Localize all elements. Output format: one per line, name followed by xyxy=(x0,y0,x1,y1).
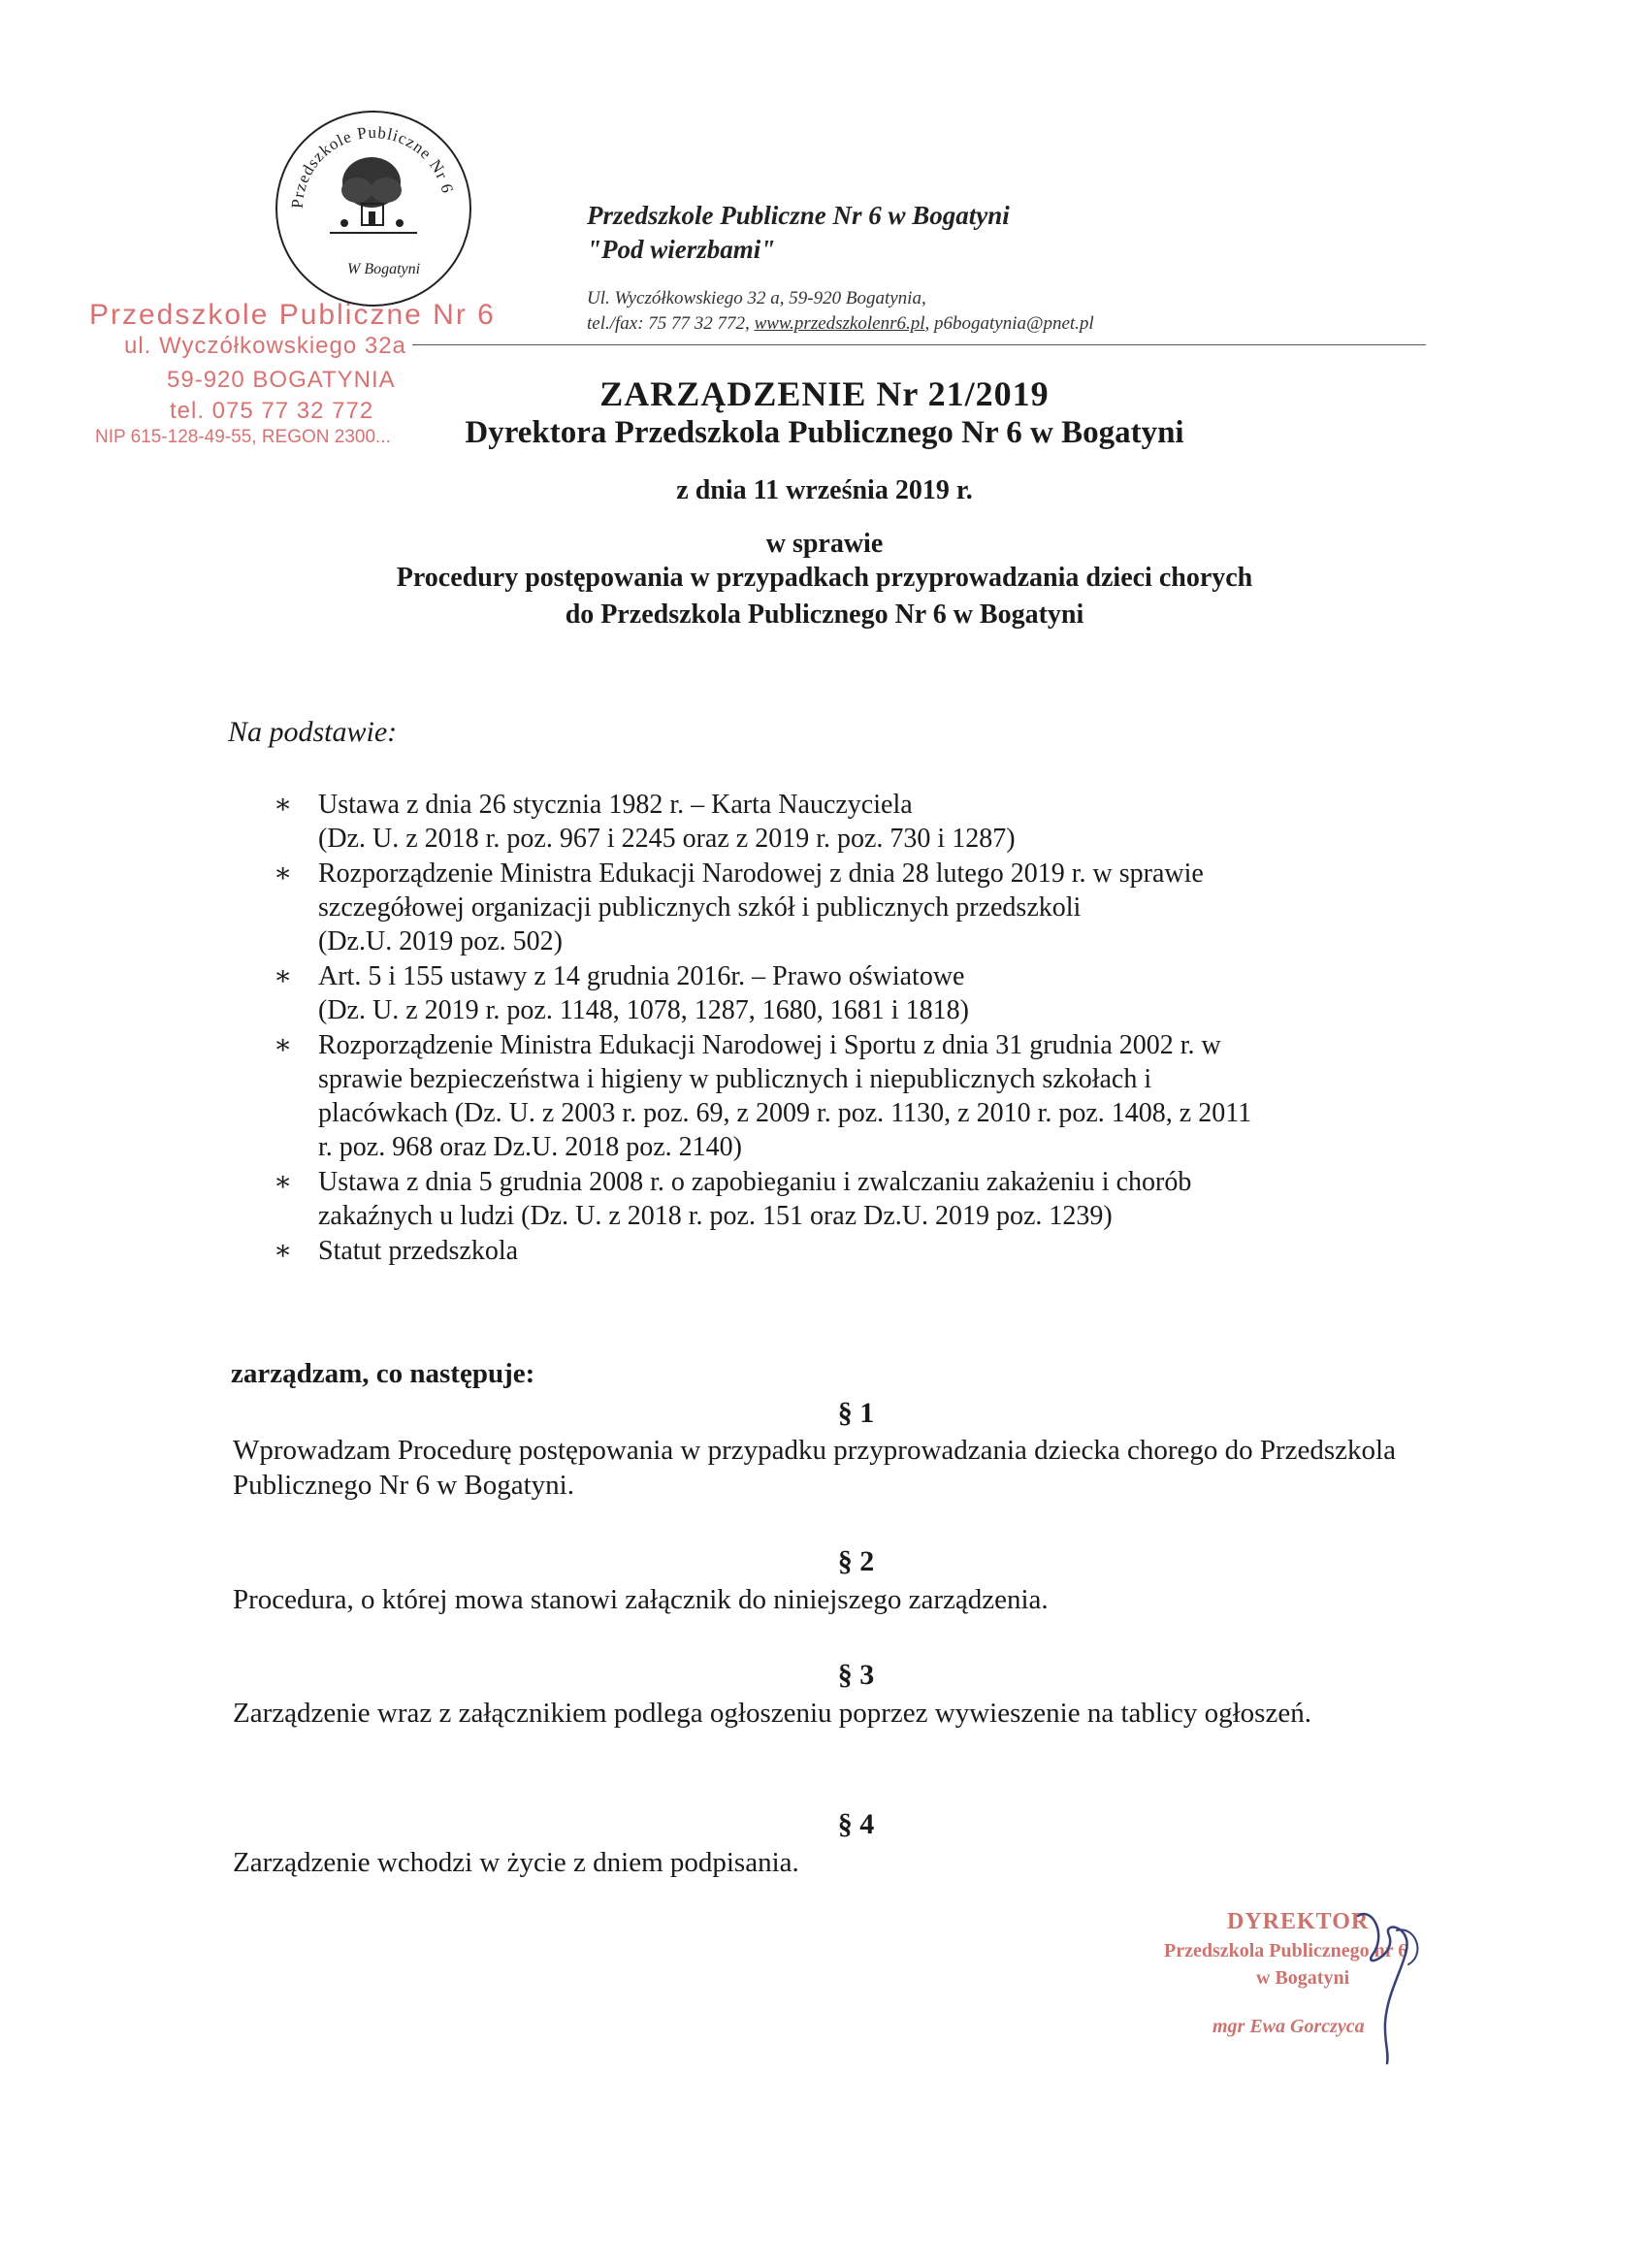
contact-separator: , xyxy=(924,313,934,334)
subject-line-1: Procedury postępowania w przypadkach przyprowadzania dzieci chorych xyxy=(396,563,1253,593)
legal-basis-line: szczegółowej organizacji publicznych szkół i publicznych przedszkoli xyxy=(318,892,1082,923)
signature-stamp-title: DYREKTOR xyxy=(1227,1909,1370,1934)
legal-basis-line: (Dz. U. z 2019 r. poz. 1148, 1078, 1287, 1680, 1681 i 1818) xyxy=(318,995,969,1025)
header-divider xyxy=(412,344,1426,345)
legal-basis-item xyxy=(262,1028,1474,1164)
legal-basis-line: r. poz. 968 oraz Dz.U. 2018 poz. 2140) xyxy=(318,1132,743,1162)
institution-seal-logo xyxy=(272,107,475,310)
legal-basis-line: Art. 5 i 155 ustawy z 14 grudnia 2016r. – Prawo oświatowe xyxy=(318,961,965,991)
legal-basis-line: Rozporządzenie Ministra Edukacji Narodowej i Sportu z dnia 31 grudnia 2002 r. w xyxy=(318,1030,1221,1060)
seal-ring-text: Przedszkole Publiczne Nr 6 xyxy=(287,122,458,210)
document-title: ZARZĄDZENIE Nr 21/2019 xyxy=(599,374,1050,413)
legal-basis-line: placówkach (Dz. U. z 2003 r. poz. 69, z 2009 r. poz. 1130, z 2010 r. poz. 1408, z 2011 xyxy=(318,1098,1252,1128)
legal-basis-line: Rozporządzenie Ministra Edukacji Narodowej z dnia 28 lutego 2019 r. w sprawie xyxy=(318,859,1204,889)
legal-basis-line: Ustawa z dnia 5 grudnia 2008 r. o zapobieganiu i zwalczaniu zakażeniu i chorób xyxy=(318,1167,1192,1197)
bullet-icon: ∗ xyxy=(274,859,293,889)
institution-name: Przedszkole Publiczne Nr 6 w Bogatyni xyxy=(587,201,1010,230)
seal-bottom-text: W Bogatyni xyxy=(347,261,421,277)
stamp-line-5: NIP 615-128-49-55, REGON 2300... xyxy=(95,427,391,447)
subject-line-2: do Przedszkola Publicznego Nr 6 w Bogatyni xyxy=(565,599,1084,630)
legal-basis-item xyxy=(262,788,1474,856)
stamp-line-4: tel. 075 77 32 772 xyxy=(170,398,374,424)
legal-basis-list xyxy=(262,788,1474,1269)
signature-stamp-location: w Bogatyni xyxy=(1256,1967,1350,1989)
handwritten-signature xyxy=(1329,1896,1445,2066)
document-date: z dnia 11 września 2019 r. xyxy=(676,475,973,505)
section-1-symbol: § 1 xyxy=(837,1397,875,1429)
bullet-icon: ∗ xyxy=(274,1236,293,1266)
section-1-text: Wprowadzam Procedurę postępowania w przypadku przyprowadzania dziecka chorego do Przedszkola Publicznego Nr 6 w Bogatyni. xyxy=(233,1435,1396,1501)
bullet-icon: ∗ xyxy=(274,1167,293,1197)
legal-basis-line: Ustawa z dnia 26 stycznia 1982 r. – Karta Nauczyciela xyxy=(318,790,913,820)
institution-contact xyxy=(587,312,1094,336)
signature-stamp-institution: Przedszkola Publicznego nr 6 xyxy=(1164,1940,1408,1961)
legal-basis-line: (Dz.U. 2019 poz. 502) xyxy=(318,926,563,956)
legal-basis-item xyxy=(262,1234,1474,1268)
stamp-line-3: 59-920 BOGATYNIA xyxy=(167,367,396,393)
section-3-text: Zarządzenie wraz z załącznikiem podlega ogłoszeniu poprzez wywieszenie na tablicy ogłoszeń. xyxy=(233,1698,1311,1729)
stamp-line-1: Przedszkole Publiczne Nr 6 xyxy=(89,299,496,331)
email-link[interactable]: p6bogatynia@pnet.pl xyxy=(934,313,1094,334)
section-3-symbol: § 3 xyxy=(837,1659,875,1691)
institution-address: Ul. Wyczółkowskiego 32 a, 59-920 Bogatynia, xyxy=(587,288,926,308)
tree-icon xyxy=(330,157,417,233)
website-link[interactable]: www.przedszkolenr6.pl xyxy=(754,313,925,334)
legal-basis-line: sprawie bezpieczeństwa i higieny w publicznych i niepublicznych szkołach i xyxy=(318,1064,1152,1094)
legal-basis-item xyxy=(262,959,1474,1027)
stamp-line-2: ul. Wyczółkowskiego 32a xyxy=(124,333,406,359)
section-4-symbol: § 4 xyxy=(837,1808,875,1840)
bullet-icon: ∗ xyxy=(274,961,293,991)
legal-basis-item xyxy=(262,857,1474,958)
institution-nickname: "Pod wierzbami" xyxy=(587,235,776,264)
document-issuer: Dyrektora Przedszkola Publicznego Nr 6 w Bogatyni xyxy=(465,415,1184,450)
section-2-text: Procedura, o której mowa stanowi załącznik do niniejszego zarządzenia. xyxy=(233,1584,1049,1615)
legal-basis-item xyxy=(262,1165,1474,1233)
decree-heading: zarządzam, co następuje: xyxy=(231,1358,535,1389)
section-4-text: Zarządzenie wchodzi w życie z dniem podpisania. xyxy=(233,1847,799,1878)
signature-stamp-name: mgr Ewa Gorczyca xyxy=(1212,2016,1365,2037)
legal-basis-line: Statut przedszkola xyxy=(318,1236,519,1266)
bullet-icon: ∗ xyxy=(274,790,293,820)
regarding-label: w sprawie xyxy=(765,529,884,559)
bullet-icon: ∗ xyxy=(274,1030,293,1060)
legal-basis-line: (Dz. U. z 2018 r. poz. 967 i 2245 oraz z 2019 r. poz. 730 i 1287) xyxy=(318,824,1016,854)
contact-phone: tel./fax: 75 77 32 772, xyxy=(587,313,755,334)
legal-basis-line: zakaźnych u ludzi (Dz. U. z 2018 r. poz. 151 oraz Dz.U. 2019 poz. 1239) xyxy=(318,1201,1113,1231)
section-2-symbol: § 2 xyxy=(837,1545,875,1577)
legal-basis-heading: Na podstawie: xyxy=(228,716,398,748)
